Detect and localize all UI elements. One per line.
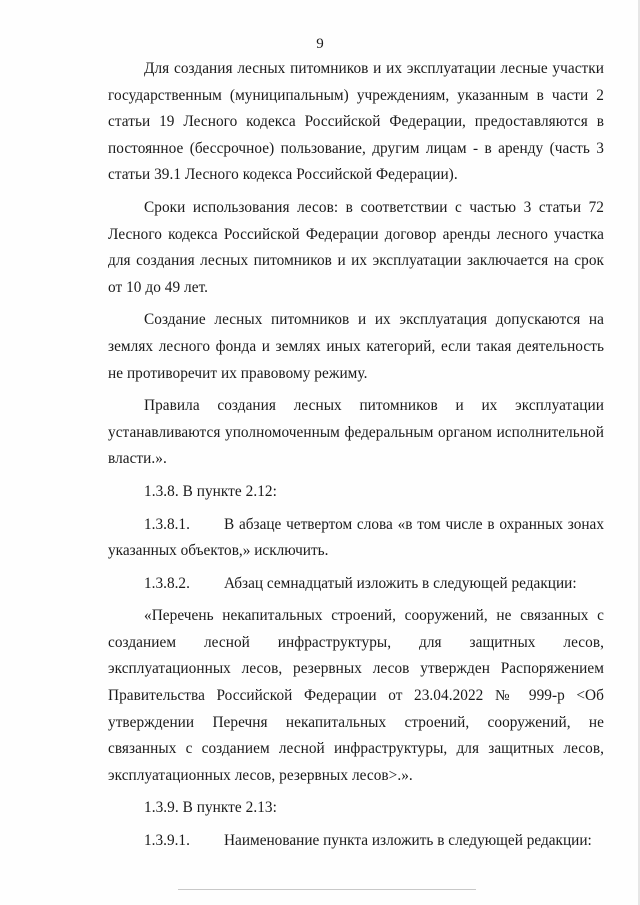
item-number: 1.3.8.1. — [144, 515, 190, 533]
paragraph-rules: Правила создания лесных питомников и их эксплуатации устанавливаются уполномоченным федеральным органом исполнительной власти.». — [108, 397, 604, 468]
document-body — [108, 56, 604, 855]
paragraph-non-capital-structures: «Перечень некапитальных строений, сооружений, не связанных с созданием лесной инфраструктуры, для защитных лесов, эксплуатационных лесов, резервных лесов утвержден Распоряжением Правительства Российской Федерации от 23.04.2022 № 999-р <Об утверждении Перечня некапитальных строений, сооружений, не связанных с созданием лесной инфраструктуры, для защитных лесов, эксплуатационных лесов, резервных лесов>.». — [108, 607, 604, 784]
footer-rule — [178, 889, 476, 890]
item-1-3-8-2 — [108, 571, 604, 598]
item-1-3-8-1 — [108, 512, 604, 565]
item-text: В абзаце четвертом слова «в том числе в охранных зонах указанных объектов,» исключить. — [108, 515, 604, 560]
item-text: Абзац семнадцатый изложить в следующей редакции: — [224, 574, 577, 592]
item-1-3-9: 1.3.9. В пункте 2.13: — [144, 799, 277, 817]
page-number: 9 — [316, 36, 324, 52]
item-number: 1.3.8.2. — [144, 574, 190, 592]
item-1-3-8: 1.3.8. В пункте 2.12: — [144, 482, 277, 500]
paragraph-nurseries-land-use: Для создания лесных питомников и их эксплуатации лесные участки государственным (муниципальным) учреждениям, указанным в части 2 статьи 19 Лесного кодекса Российской Федерации, предоставляются в постоянное (бессрочное) пользование, другим лицам - в аренду (часть 3 статьи 39.1 Лесного кодекса Российской Федерации). — [108, 60, 604, 184]
item-1-3-9-1 — [108, 828, 604, 855]
paragraph-lease-terms: Сроки использования лесов: в соответствии с частью 3 статьи 72 Лесного кодекса Российской Федерации договор аренды лесного участка для создания лесных питомников и их эксплуатации заключается на срок от 10 до 49 лет. — [108, 198, 604, 296]
item-text: Наименование пункта изложить в следующей редакции: — [224, 832, 592, 850]
item-number: 1.3.9.1. — [144, 832, 190, 850]
paragraph-land-categories: Создание лесных питомников и их эксплуатация допускаются на землях лесного фонда и землях иных категорий, если такая деятельность не противоречит их правовому режиму. — [108, 311, 604, 382]
